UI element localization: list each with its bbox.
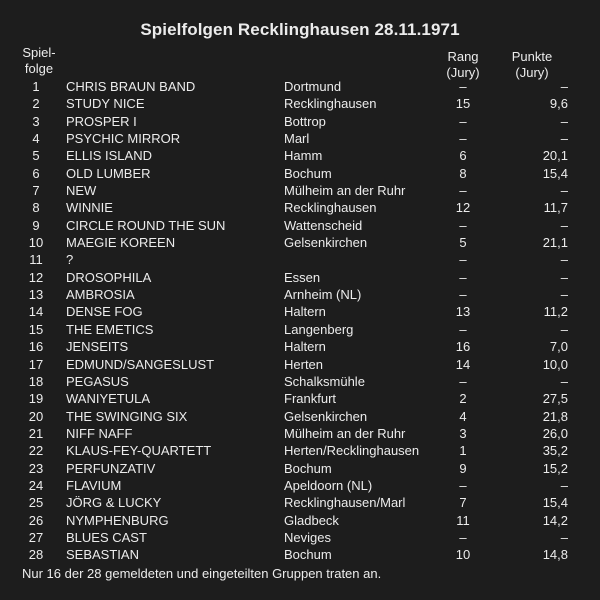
table-row — [0, 390, 600, 407]
points: 27,5 — [542, 391, 568, 407]
band-name: NIFF NAFF — [66, 425, 133, 441]
city: Hamm — [284, 148, 323, 164]
city: Gelsenkirchen — [284, 235, 368, 251]
rank: 13 — [455, 304, 471, 320]
points: 11,2 — [543, 304, 568, 320]
row-number: 8 — [32, 200, 40, 216]
table-row — [0, 512, 600, 529]
rank: 2 — [459, 391, 467, 407]
row-number: 3 — [32, 113, 40, 129]
points: 15,4 — [542, 165, 568, 181]
points: – — [560, 373, 568, 389]
rank: – — [459, 373, 467, 389]
header-order-line1: Spiel- — [22, 45, 56, 60]
table-row — [0, 494, 600, 511]
rank: 15 — [455, 96, 471, 112]
row-number: 25 — [28, 495, 44, 511]
rank: – — [459, 252, 467, 268]
row-number: 28 — [28, 547, 44, 563]
table-row — [0, 78, 600, 95]
points: 35,2 — [542, 443, 568, 459]
points: – — [560, 287, 568, 303]
table-row — [0, 165, 600, 182]
rank: 9 — [459, 460, 467, 476]
city: Arnheim (NL) — [284, 287, 362, 303]
band-name: NEW — [66, 183, 97, 199]
points: 10,0 — [542, 356, 568, 372]
band-name: DENSE FOG — [66, 304, 143, 320]
city: Bochum — [284, 547, 332, 563]
points: 26,0 — [542, 425, 568, 441]
row-number: 16 — [28, 339, 44, 355]
rank: 12 — [455, 200, 471, 216]
city: Bottrop — [284, 113, 326, 129]
table-row — [0, 356, 600, 373]
row-number: 19 — [28, 391, 44, 407]
rank: 8 — [459, 165, 467, 181]
points: – — [560, 217, 568, 233]
points: 9,6 — [549, 96, 568, 112]
city: Recklinghausen — [284, 200, 377, 216]
rank: 10 — [455, 547, 471, 563]
band-name: THE EMETICS — [66, 321, 154, 337]
row-number: 23 — [28, 460, 44, 476]
points: – — [560, 252, 568, 268]
points: 14,8 — [542, 547, 568, 563]
row-number: 4 — [32, 131, 40, 147]
row-number: 21 — [28, 425, 44, 441]
table-row — [0, 234, 600, 251]
band-name: OLD LUMBER — [66, 165, 151, 181]
header-punkte-line1: Punkte — [511, 49, 553, 64]
row-number: 15 — [28, 321, 44, 337]
table-row — [0, 199, 600, 216]
row-number: 20 — [28, 408, 44, 424]
table-row — [0, 217, 600, 234]
city: Essen — [284, 269, 321, 285]
table-row — [0, 95, 600, 112]
table-row — [0, 286, 600, 303]
row-number: 11 — [29, 252, 43, 268]
table-row — [0, 425, 600, 442]
band-name: MAEGIE KOREEN — [66, 235, 176, 251]
city: Neviges — [284, 529, 331, 545]
row-number: 1 — [32, 79, 40, 94]
band-name: CIRCLE ROUND THE SUN — [66, 217, 226, 233]
rank: – — [459, 321, 467, 337]
city: Frankfurt — [284, 391, 337, 407]
points: – — [560, 529, 568, 545]
city: Haltern — [284, 304, 326, 320]
table-row — [0, 182, 600, 199]
rank: 5 — [459, 235, 467, 251]
city: Wattenscheid — [284, 217, 363, 233]
points: – — [560, 131, 568, 147]
city: Bochum — [284, 165, 332, 181]
city: Herten — [284, 356, 324, 372]
header-punkte-line2: (Jury) — [515, 65, 549, 80]
city: Mülheim an der Ruhr — [284, 425, 406, 441]
row-number: 9 — [32, 217, 40, 233]
city: Gladbeck — [284, 512, 339, 528]
rank: 6 — [459, 148, 467, 164]
row-number: 17 — [28, 356, 44, 372]
rank: 4 — [459, 408, 467, 424]
header-rang-line2: (Jury) — [446, 65, 480, 80]
table-row — [0, 251, 600, 268]
rank: – — [459, 269, 467, 285]
points: – — [560, 477, 568, 493]
points: – — [560, 321, 568, 337]
row-number: 14 — [28, 304, 44, 320]
footnote: Nur 16 der 28 gemeldeten und eingeteilten Gruppen traten an. — [22, 566, 382, 581]
points: 21,8 — [542, 408, 568, 424]
city: Apeldoorn (NL) — [284, 477, 373, 493]
city: Herten/Recklinghausen — [284, 443, 420, 459]
rank: 7 — [459, 495, 467, 511]
row-number: 10 — [28, 235, 44, 251]
row-number: 22 — [28, 443, 44, 459]
table-row — [0, 321, 600, 338]
points: 11,7 — [543, 200, 568, 216]
points: 7,0 — [549, 339, 568, 355]
table-row — [0, 303, 600, 320]
band-name: JÖRG & LUCKY — [66, 495, 162, 511]
rank: 16 — [455, 339, 471, 355]
rank: – — [459, 79, 467, 94]
city: Schalksmühle — [284, 373, 365, 389]
table-row — [0, 442, 600, 459]
city: Bochum — [284, 460, 332, 476]
rank: 3 — [459, 425, 467, 441]
row-number: 18 — [28, 373, 44, 389]
band-name: ELLIS ISLAND — [66, 148, 152, 164]
row-number: 13 — [28, 287, 44, 303]
city: Dortmund — [284, 79, 342, 94]
rank: – — [459, 529, 467, 545]
points: 15,4 — [542, 495, 568, 511]
rank: – — [459, 131, 467, 147]
header-order-line2: folge — [24, 61, 54, 76]
city: Recklinghausen/Marl — [284, 495, 406, 511]
row-number: 26 — [28, 512, 44, 528]
points: – — [560, 113, 568, 129]
row-number: 2 — [32, 96, 40, 112]
rank: 1 — [459, 443, 467, 459]
rank: – — [459, 477, 467, 493]
table-row — [0, 477, 600, 494]
row-number: 27 — [28, 529, 44, 545]
points: 15,2 — [542, 460, 568, 476]
city: Haltern — [284, 339, 326, 355]
table-row — [0, 529, 600, 546]
rank: 14 — [455, 356, 471, 372]
band-name: PERFUNZATIV — [66, 460, 156, 476]
band-name: JENSEITS — [66, 339, 129, 355]
table-row — [0, 408, 600, 425]
band-name: STUDY NICE — [66, 96, 145, 112]
table-row — [0, 373, 600, 390]
band-name: THE SWINGING SIX — [66, 408, 188, 424]
band-name: PROSPER I — [66, 113, 137, 129]
band-name: WANIYETULA — [66, 391, 151, 407]
band-name: EDMUND/SANGESLUST — [66, 356, 215, 372]
band-name: CHRIS BRAUN BAND — [66, 79, 196, 94]
city: Recklinghausen — [284, 96, 377, 112]
header-punkte — [496, 49, 568, 81]
points: – — [560, 269, 568, 285]
table-row — [0, 460, 600, 477]
row-number: 7 — [32, 183, 40, 199]
band-name: AMBROSIA — [66, 287, 135, 303]
row-number: 12 — [28, 269, 44, 285]
band-name: WINNIE — [66, 200, 113, 216]
band-name: FLAVIUM — [66, 477, 122, 493]
table-row — [0, 546, 600, 563]
row-number: 5 — [32, 148, 40, 164]
row-number: 24 — [28, 477, 44, 493]
header-rang-line1: Rang — [447, 49, 479, 64]
band-name: NYMPHENBURG — [66, 512, 169, 528]
band-name: PSYCHIC MIRROR — [66, 131, 181, 147]
table-body — [0, 78, 600, 564]
points: 20,1 — [542, 148, 568, 164]
table-row — [0, 147, 600, 164]
table-row — [0, 113, 600, 130]
points: – — [560, 79, 568, 94]
rank: – — [459, 287, 467, 303]
rank: – — [459, 113, 467, 129]
city: Mülheim an der Ruhr — [284, 183, 406, 199]
band-name: PEGASUS — [66, 373, 129, 389]
table-row — [0, 338, 600, 355]
points: 14,2 — [542, 512, 568, 528]
table-row — [0, 269, 600, 286]
row-number: 6 — [32, 165, 40, 181]
page-title: Spielfolgen Recklinghausen 28.11.1971 — [140, 20, 460, 39]
city: Marl — [284, 131, 310, 147]
rank: 11 — [456, 512, 470, 528]
points: – — [560, 183, 568, 199]
band-name: BLUES CAST — [66, 529, 147, 545]
points: 21,1 — [542, 235, 568, 251]
rank: – — [459, 217, 467, 233]
rank: – — [459, 183, 467, 199]
header-rang — [436, 49, 490, 81]
table-row — [0, 130, 600, 147]
band-name: ? — [66, 252, 74, 268]
city: Langenberg — [284, 321, 354, 337]
band-name: SEBASTIAN — [66, 547, 139, 563]
band-name: DROSOPHILA — [66, 269, 152, 285]
city: Gelsenkirchen — [284, 408, 368, 424]
band-name: KLAUS-FEY-QUARTETT — [66, 443, 212, 459]
header-order — [14, 45, 64, 77]
